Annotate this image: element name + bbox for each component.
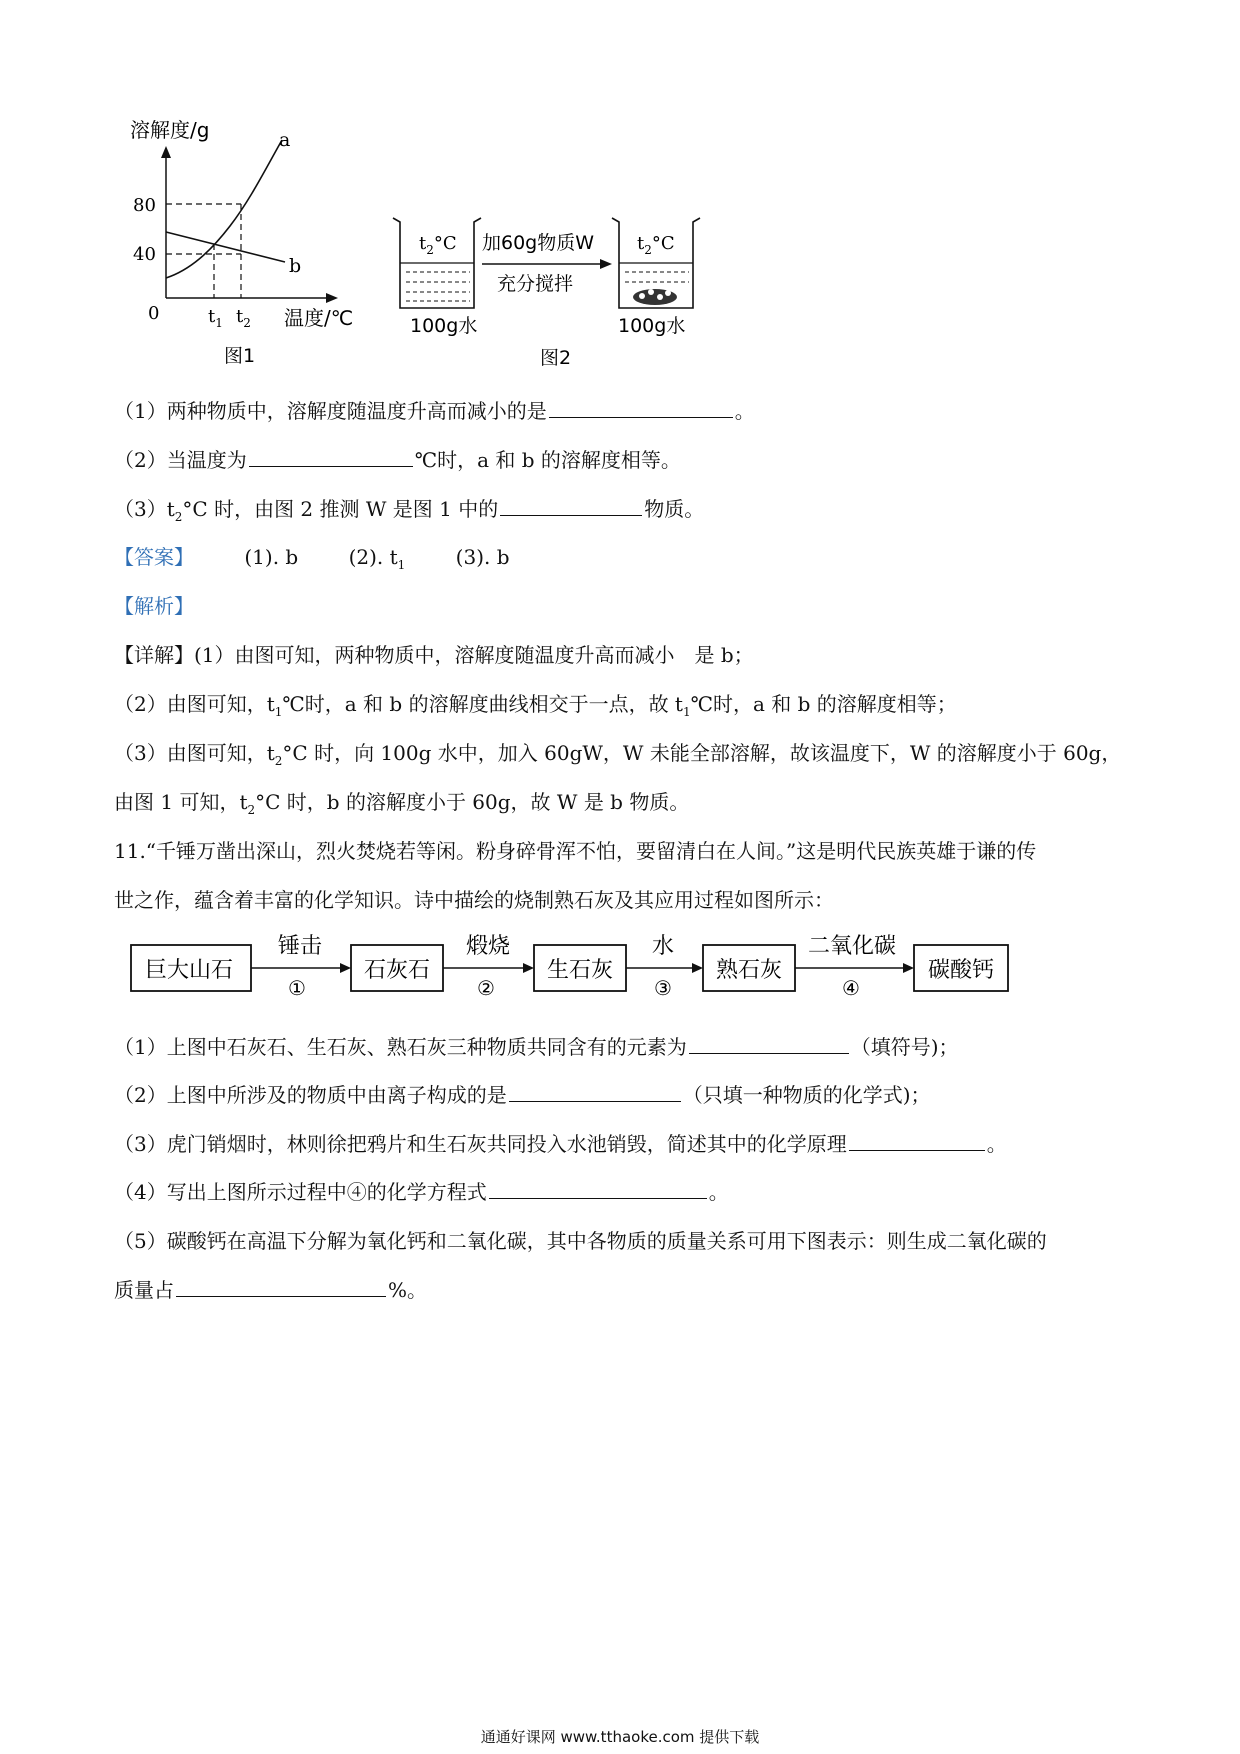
flow-arrow-2-icon [523, 963, 534, 973]
curve-a-label: a [279, 129, 291, 151]
beaker-left-temp: $t_2^\circ C$ [419, 233, 457, 257]
q10-part-3-blank[interactable] [500, 497, 642, 516]
q10-detail-3: （3）由图可知，$t_2^\circ C$ 时，向 100g 水中，加入 60gW，W 未能全部溶解，故该温度下，W 的溶解度小于 60g， [114, 741, 1122, 768]
q10-part-1-blank[interactable] [549, 399, 733, 418]
curve-b [166, 232, 285, 262]
q11-part-5: （5）碳酸钙在高温下分解为氧化钙和二氧化碳，其中各物质的质量关系可用下图表示：则生成二氧化碳的 [114, 1229, 1047, 1253]
beaker-right-label: 100g水 [618, 315, 686, 337]
beaker-right-temp: $t_2^\circ C$ [637, 233, 675, 257]
q11-part-2: （2）上图中所涉及的物质中由离子构成的是 （只填一种物质的化学式)； [114, 1083, 931, 1107]
y-tick-40: 40 [133, 244, 156, 265]
figure-2 [393, 218, 700, 369]
q11-stem-line-2: 世之作，蕴含着丰富的化学知识。诗中描绘的烧制熟石灰及其应用过程如图所示： [114, 888, 834, 912]
x-axis-arrow-icon [326, 293, 338, 303]
answer-3: (3). b [455, 545, 510, 569]
q10-part-3-end: 物质。 [644, 497, 705, 521]
flow-arrow-2-top: 煅烧 [466, 934, 511, 959]
flow-box-4-label: 熟石灰 [716, 958, 783, 983]
flow-arrow-1-top: 锤击 [278, 934, 323, 959]
figure-2-caption: 图2 [540, 347, 572, 369]
beaker-left [393, 218, 481, 308]
footer: 通通好课网 www.tthaoke.com 提供下载 [480, 1728, 760, 1746]
flow-box-3-label: 生石灰 [547, 958, 614, 983]
flow-arrow-3-icon [692, 963, 703, 973]
q11-part-1: （1）上图中石灰石、生石灰、熟石灰三种物质共同含有的元素为 （填符号)； [114, 1035, 959, 1059]
q11-part-2-blank[interactable] [509, 1083, 681, 1102]
q10-part-1-end: 。 [734, 399, 755, 423]
q11-part-1-blank[interactable] [689, 1035, 849, 1054]
transfer-arrow-icon [600, 259, 612, 269]
q11-part-4-blank[interactable] [489, 1180, 707, 1199]
origin-label: 0 [148, 303, 160, 324]
flow-box-1-label: 巨大山石 [145, 958, 234, 983]
q10-detail-4: 由图 1 可知，$t_2^\circ C$ 时，b 的溶解度小于 60g，故 W 是 b 物质。 [114, 790, 690, 817]
figure-1 [130, 118, 353, 367]
flow-arrow-4-top: 二氧化碳 [808, 934, 897, 959]
arrow-top-text: 加60g物质W [482, 232, 595, 254]
y-tick-80: 80 [133, 195, 156, 216]
q10-part-3-text: °C 时，由图 2 推测 W 是图 1 中的 [182, 497, 499, 521]
beaker-left-label: 100g水 [410, 315, 478, 337]
flow-arrow-3-top: 水 [652, 934, 675, 959]
q11-part-3-blank[interactable] [849, 1132, 985, 1151]
q11-part-5-cont: 质量占 %。 [114, 1278, 428, 1302]
flow-diagram [131, 934, 1008, 1000]
q11-stem-line-1: 11.“千锤万凿出深山，烈火焚烧若等闲。粉身碎骨浑不怕，要留清白在人间。”这是明代民族英雄于谦的传 [114, 839, 1037, 863]
y-axis-label: 溶解度/g [130, 118, 210, 142]
arrow-bottom-text: 充分搅拌 [497, 273, 574, 295]
x-axis-label: 温度/℃ [284, 306, 354, 330]
flow-box-2-label: 石灰石 [364, 958, 431, 983]
answer-1: (1). b [244, 545, 299, 569]
q10-part-2-blank[interactable] [249, 448, 413, 467]
q11-part-5-blank[interactable] [176, 1278, 386, 1297]
q10-analysis-tag: 【解析】 [114, 594, 194, 618]
beaker-right [612, 218, 700, 308]
figure-1-caption: 图1 [224, 345, 256, 367]
y-axis-arrow-icon [161, 146, 171, 158]
curve-b-label: b [289, 255, 302, 277]
flow-arrow-4-icon [903, 963, 914, 973]
q10-part-2-text: （2）当温度为 [114, 448, 247, 472]
q11-part-3: （3）虎门销烟时，林则徐把鸦片和生石灰共同投入水池销毁，简述其中的化学原理 。 [114, 1132, 1007, 1156]
flow-arrow-2-bottom: ② [477, 976, 495, 1000]
q10-part-2-end: ℃时，a 和 b 的溶解度相等。 [414, 448, 681, 472]
q10-part-3: $(3)t_2^\circ C$ 时，由图 2 推测 W 是图 1 中的 物质。 [114, 497, 705, 524]
x-tick-t2: $t_2$ [236, 306, 251, 330]
x-tick-t1: $t_1$ [208, 306, 223, 330]
q10-detail-1: 【详解】(1）由图可知，两种物质中，溶解度随温度升高而减小 是 b； [114, 643, 754, 667]
q10-part-2 [114, 446, 681, 474]
q10-part-1-text: （1）两种物质中，溶解度随温度升高而减小的是 [114, 399, 547, 423]
flow-box-5-label: 碳酸钙 [928, 958, 995, 983]
flow-arrow-4-bottom: ④ [842, 976, 860, 1000]
q10-part-1 [114, 397, 755, 425]
answer-2: (2). $t_1$ [348, 545, 406, 572]
answer-tag: 【答案】 [114, 545, 194, 569]
q10-answer [114, 543, 510, 579]
flow-arrow-3-bottom: ③ [654, 976, 672, 1000]
flow-arrow-1-bottom: ① [288, 976, 306, 1000]
q10-detail-2: （2）由图可知，$t_1℃$时，a 和 b 的溶解度曲线相交于一点，故 $t_1℃$时，a 和 b 的溶解度相等； [114, 692, 957, 719]
flow-arrow-1-icon [340, 963, 351, 973]
q11-part-4: （4）写出上图所示过程中④的化学方程式 。 [114, 1180, 729, 1204]
